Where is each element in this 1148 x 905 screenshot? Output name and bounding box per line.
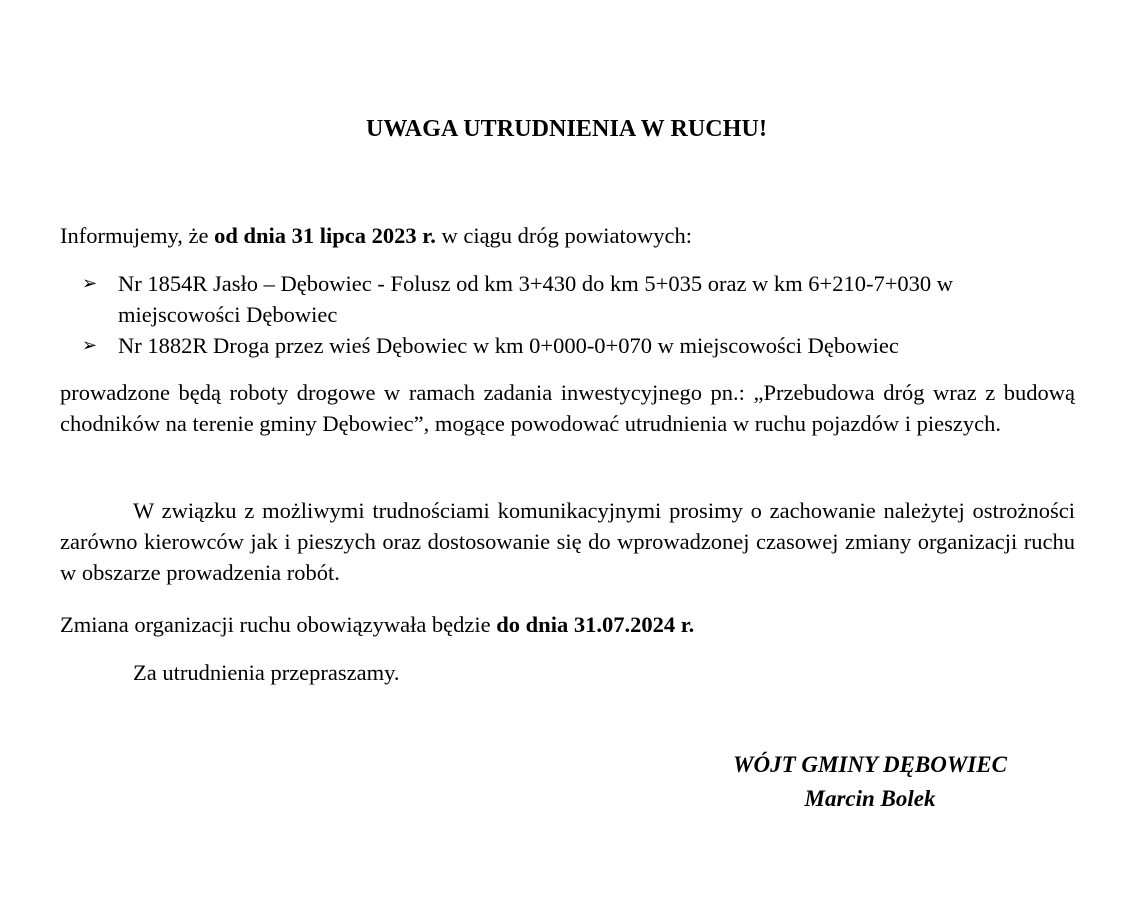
intro-text-before: Informujemy, że	[60, 223, 215, 248]
arrow-bullet-icon: ➢	[82, 335, 98, 355]
works-paragraph: prowadzone będą roboty drogowe w ramach zadania inwestycyjnego pn.: „Przebudowa dróg wraz z budową chodników na terenie gminy Dębowiec”, mogące powodować utrudnienia w ruchu pojazdów i pieszych.	[60, 380, 1075, 436]
validity-paragraph	[60, 609, 1075, 640]
road-list-item-text: Nr 1854R Jasło – Dębowiec - Folusz od km 3+430 do km 5+035 oraz w km 6+210-7+030 w miejscowości Dębowiec	[118, 271, 954, 327]
validity-date: do dnia 31.07.2024 r.	[496, 612, 695, 637]
intro-text-after: w ciągu dróg powiatowych:	[435, 223, 693, 248]
intro-date: od dnia 31 lipca 2023 r.	[214, 223, 436, 248]
notice-title: UWAGA UTRUDNIENIA W RUCHU!	[365, 116, 768, 142]
arrow-bullet-icon: ➢	[82, 273, 98, 293]
signature-office: WÓJT GMINY DĘBOWIEC	[733, 752, 1007, 777]
intro-paragraph	[60, 220, 1075, 251]
caution-paragraph: W związku z możliwymi trudnościami komunikacyjnymi prosimy o zachowanie należytej ostrożności zarówno kierowców jak i pieszych oraz dostosowanie się do wprowadzonej czasowej zmiany organizacji ruchu w obszarze prowadzenia robót.	[60, 498, 1075, 585]
validity-text: Zmiana organizacji ruchu obowiązywała będzie	[60, 612, 497, 637]
signature-name: Marcin Bolek	[804, 786, 936, 811]
apology-paragraph: Za utrudnienia przepraszamy.	[133, 660, 400, 685]
road-list-item-text: Nr 1882R Droga przez wieś Dębowiec w km 0+000-0+070 w miejscowości Dębowiec	[118, 333, 899, 358]
road-list-item	[60, 330, 1075, 361]
road-list-item	[60, 268, 1075, 330]
road-list	[60, 268, 1075, 361]
